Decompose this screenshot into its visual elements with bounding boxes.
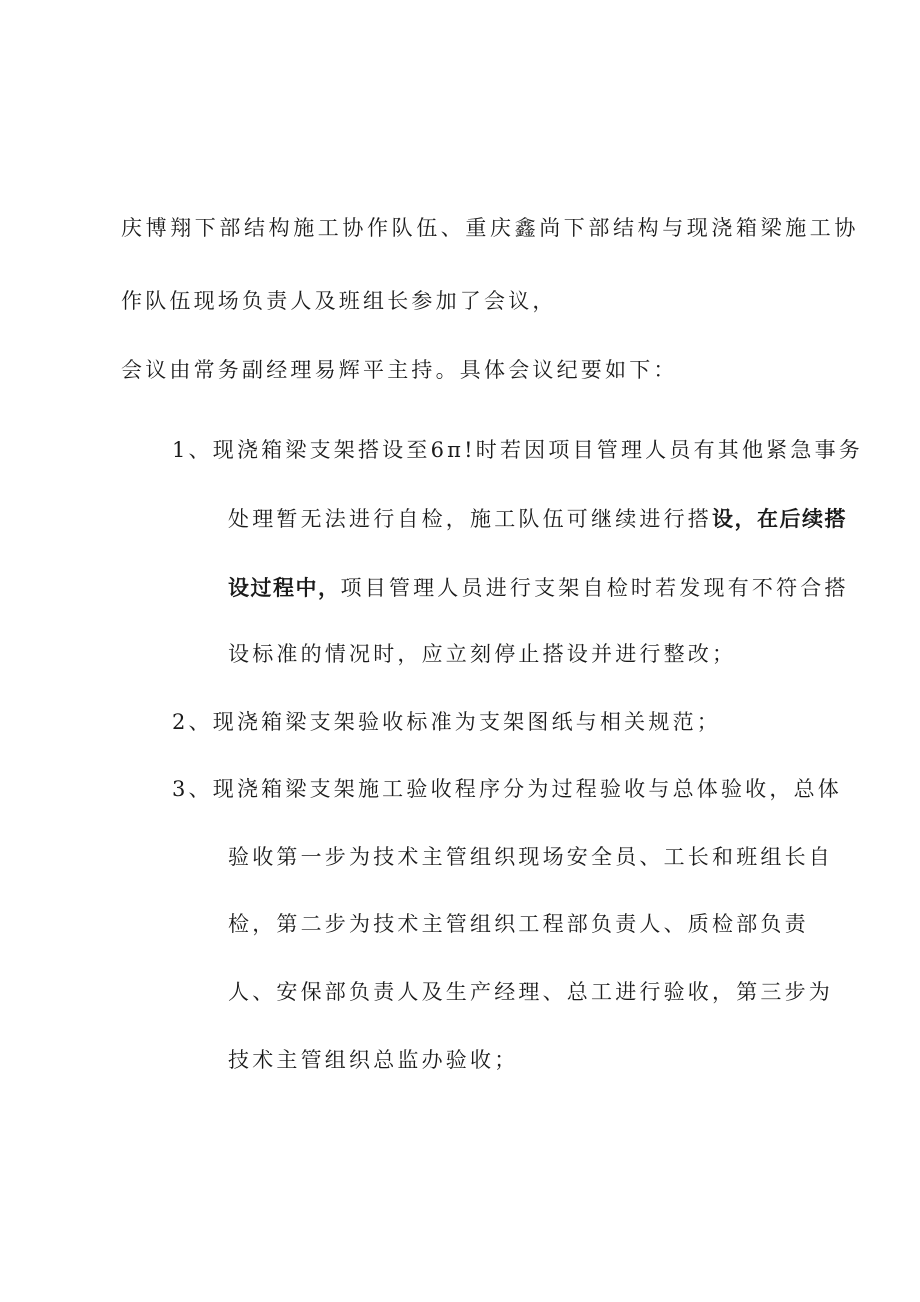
item-3-line-4: 人、安保部负责人及生产经理、总工进行验收，第三步为 xyxy=(228,980,833,1004)
item-2-text-1: 现浇箱梁支架验收标准为支架图纸与相关规范； xyxy=(212,710,721,734)
item-3-line-3: 检，第二步为技术主管组织工程部负责人、质检部负责 xyxy=(228,912,809,936)
item-2-number: 2、 xyxy=(172,710,213,734)
item-3-line-5: 技术主管组织总监办验收； xyxy=(228,1048,519,1072)
intro-line-3: 会议由常务副经理易辉平主持。具体会议纪要如下： xyxy=(121,358,678,382)
item-1-text-2: 处理暂无法进行自检，施工队伍可继续进行搭 xyxy=(228,507,712,531)
item-3-number: 3、 xyxy=(172,777,213,801)
item-1-text-1: 现浇箱梁支架搭设至6π!时若因项目管理人员有其他紧急事务 xyxy=(212,438,863,462)
item-1-text-5: 设标准的情况时，应立刻停止搭设并进行整改； xyxy=(228,642,737,666)
item-1-line-3 xyxy=(228,574,849,602)
item-1-line-4 xyxy=(228,640,736,668)
item-1-text-3: 过程中， xyxy=(250,575,341,600)
intro-line-1: 庆博翔下部结构施工协作队伍、重庆鑫尚下部结构与现浇箱梁施工协 xyxy=(121,216,859,240)
item-3-text-1: 现浇箱梁支架施工验收程序分为过程验收与总体验收，总体 xyxy=(212,777,842,801)
item-1-line-1 xyxy=(172,436,863,464)
item-1-line-2 xyxy=(228,505,847,533)
item-1-bold-2: 设 xyxy=(228,575,251,600)
item-3-line-2: 验收第一步为技术主管组织现场安全员、工长和班组长自 xyxy=(228,845,833,869)
item-2-line-1 xyxy=(172,708,721,736)
item-3-line-1 xyxy=(172,775,842,803)
intro-line-2: 作队伍现场负责人及班组长参加了会议， xyxy=(121,289,557,313)
item-1-text-4: 项目管理人员进行支架自检时若发现有不符合搭 xyxy=(340,576,849,600)
item-1-number: 1、 xyxy=(172,438,213,462)
item-1-bold-1: 设，在后续搭 xyxy=(712,506,847,531)
